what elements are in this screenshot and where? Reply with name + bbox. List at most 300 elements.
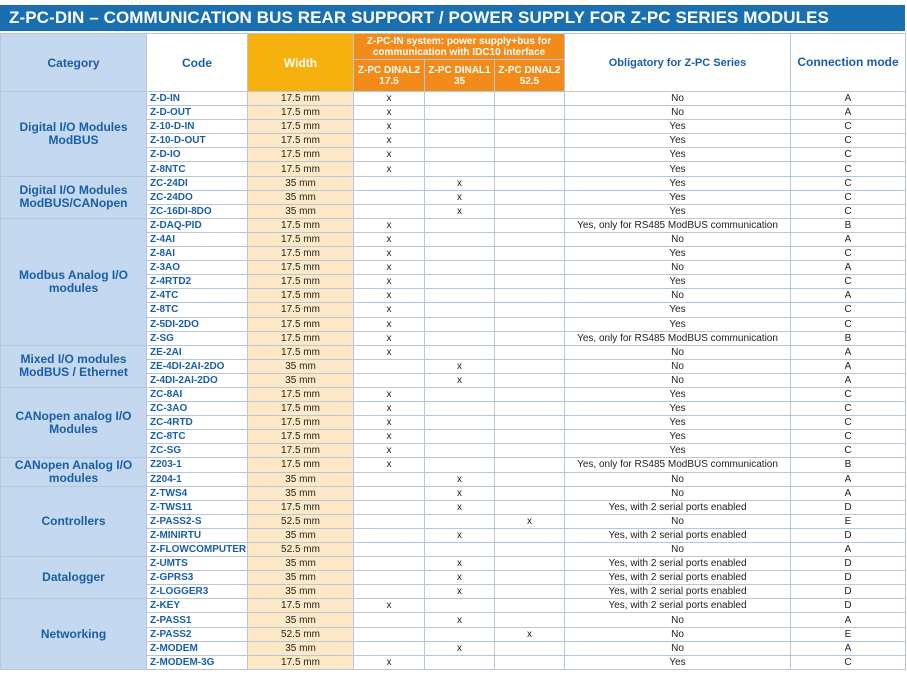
connection-cell: C — [791, 655, 906, 669]
obligatory-cell: No — [565, 359, 791, 373]
mark-cell: x — [354, 261, 425, 275]
width-cell: 17.5 mm — [248, 261, 354, 275]
connection-cell: D — [791, 585, 906, 599]
width-cell: 17.5 mm — [248, 134, 354, 148]
mark-cell — [495, 557, 565, 571]
code-cell: ZC-24DI — [147, 176, 248, 190]
obligatory-cell: Yes, with 2 serial ports enabled — [565, 599, 791, 613]
obligatory-cell: No — [565, 261, 791, 275]
mark-cell: x — [354, 162, 425, 176]
mark-cell — [354, 486, 425, 500]
code-cell: Z-PASS2 — [147, 627, 248, 641]
mark-cell: x — [425, 585, 495, 599]
mark-cell: x — [354, 106, 425, 120]
obligatory-cell: Yes — [565, 176, 791, 190]
connection-cell: B — [791, 458, 906, 472]
table-body — [1, 92, 906, 670]
mark-cell — [354, 373, 425, 387]
code-cell: Z-D-IN — [147, 92, 248, 106]
connection-cell: C — [791, 190, 906, 204]
width-cell: 17.5 mm — [248, 331, 354, 345]
width-cell: 35 mm — [248, 373, 354, 387]
code-cell: ZC-8AI — [147, 387, 248, 401]
code-cell: Z-TWS4 — [147, 486, 248, 500]
mark-cell: x — [354, 148, 425, 162]
obligatory-cell: Yes, only for RS485 ModBUS communication — [565, 458, 791, 472]
mark-cell — [495, 92, 565, 106]
obligatory-cell: Yes — [565, 162, 791, 176]
mark-cell — [354, 627, 425, 641]
mark-cell: x — [354, 402, 425, 416]
width-cell: 17.5 mm — [248, 275, 354, 289]
connection-cell: A — [791, 345, 906, 359]
mark-cell — [495, 261, 565, 275]
code-cell: Z-10-D-IN — [147, 120, 248, 134]
width-cell: 17.5 mm — [248, 92, 354, 106]
obligatory-cell: No — [565, 106, 791, 120]
connection-cell: C — [791, 247, 906, 261]
width-cell: 17.5 mm — [248, 599, 354, 613]
mark-cell — [495, 148, 565, 162]
mark-cell — [495, 444, 565, 458]
mark-cell: x — [425, 176, 495, 190]
mark-cell — [425, 106, 495, 120]
code-cell: ZC-SG — [147, 444, 248, 458]
table-row — [1, 218, 906, 232]
mark-cell — [495, 486, 565, 500]
width-cell: 35 mm — [248, 472, 354, 486]
connection-cell: C — [791, 303, 906, 317]
mark-cell: x — [354, 303, 425, 317]
mark-cell — [425, 232, 495, 246]
width-cell: 17.5 mm — [248, 289, 354, 303]
width-cell: 17.5 mm — [248, 655, 354, 669]
mark-cell — [354, 543, 425, 557]
mark-cell: x — [425, 500, 495, 514]
category-cell: Networking — [1, 599, 147, 669]
category-cell: Digital I/O Modules ModBUS — [1, 92, 147, 177]
width-cell: 35 mm — [248, 190, 354, 204]
mark-cell — [425, 148, 495, 162]
header-category: Category — [1, 34, 147, 92]
mark-cell — [425, 275, 495, 289]
connection-cell: C — [791, 275, 906, 289]
mark-cell — [425, 599, 495, 613]
width-cell: 17.5 mm — [248, 120, 354, 134]
width-cell: 35 mm — [248, 557, 354, 571]
connection-cell: B — [791, 331, 906, 345]
mark-cell — [425, 289, 495, 303]
mark-cell — [425, 303, 495, 317]
obligatory-cell: No — [565, 232, 791, 246]
mark-cell: x — [425, 359, 495, 373]
category-cell: CANopen analog I/O Modules — [1, 387, 147, 457]
width-cell: 17.5 mm — [248, 303, 354, 317]
mark-cell — [495, 232, 565, 246]
mark-cell — [495, 317, 565, 331]
obligatory-cell: Yes, only for RS485 ModBUS communication — [565, 331, 791, 345]
connection-cell: A — [791, 359, 906, 373]
mark-cell — [495, 402, 565, 416]
mark-cell — [495, 655, 565, 669]
compatibility-table — [0, 33, 906, 670]
mark-cell — [495, 106, 565, 120]
obligatory-cell: No — [565, 641, 791, 655]
mark-cell — [425, 247, 495, 261]
mark-cell — [425, 261, 495, 275]
mark-cell — [425, 416, 495, 430]
mark-cell — [495, 599, 565, 613]
mark-cell — [425, 430, 495, 444]
obligatory-cell: Yes — [565, 430, 791, 444]
mark-cell: x — [354, 120, 425, 134]
code-cell: Z-D-IO — [147, 148, 248, 162]
obligatory-cell: No — [565, 514, 791, 528]
mark-cell — [354, 613, 425, 627]
width-cell: 35 mm — [248, 176, 354, 190]
mark-cell — [425, 655, 495, 669]
mark-cell — [495, 613, 565, 627]
connection-cell: C — [791, 416, 906, 430]
mark-cell — [425, 331, 495, 345]
mark-cell — [495, 120, 565, 134]
connection-cell: E — [791, 514, 906, 528]
mark-cell — [495, 430, 565, 444]
width-cell: 35 mm — [248, 571, 354, 585]
mark-cell: x — [354, 387, 425, 401]
code-cell: Z-8NTC — [147, 162, 248, 176]
connection-cell: A — [791, 641, 906, 655]
mark-cell: x — [354, 218, 425, 232]
code-cell: Z-PASS1 — [147, 613, 248, 627]
width-cell: 17.5 mm — [248, 162, 354, 176]
connection-cell: D — [791, 557, 906, 571]
code-cell: Z-8AI — [147, 247, 248, 261]
mark-cell — [495, 190, 565, 204]
obligatory-cell: No — [565, 613, 791, 627]
connection-cell: A — [791, 106, 906, 120]
width-cell: 17.5 mm — [248, 317, 354, 331]
connection-cell: C — [791, 430, 906, 444]
width-cell: 17.5 mm — [248, 232, 354, 246]
width-cell: 17.5 mm — [248, 416, 354, 430]
mark-cell: x — [354, 247, 425, 261]
width-cell: 17.5 mm — [248, 247, 354, 261]
obligatory-cell: Yes — [565, 148, 791, 162]
obligatory-cell: Yes — [565, 444, 791, 458]
mark-cell: x — [354, 331, 425, 345]
mark-cell — [354, 204, 425, 218]
code-cell: Z-4RTD2 — [147, 275, 248, 289]
header-dinal2-52-5: Z-PC DINAL2 52.5 — [495, 60, 565, 92]
mark-cell — [495, 641, 565, 655]
connection-cell: C — [791, 387, 906, 401]
mark-cell: x — [425, 373, 495, 387]
table-row — [1, 92, 906, 106]
mark-cell — [354, 557, 425, 571]
category-cell: Controllers — [1, 486, 147, 556]
obligatory-cell: No — [565, 345, 791, 359]
code-cell: Z-SG — [147, 331, 248, 345]
mark-cell: x — [354, 289, 425, 303]
mark-cell — [354, 359, 425, 373]
mark-cell — [495, 543, 565, 557]
width-cell: 35 mm — [248, 641, 354, 655]
mark-cell — [495, 331, 565, 345]
mark-cell: x — [425, 571, 495, 585]
code-cell: Z-D-OUT — [147, 106, 248, 120]
obligatory-cell: Yes — [565, 120, 791, 134]
header-dinal2-17-5: Z-PC DINAL2 17.5 — [354, 60, 425, 92]
connection-cell: A — [791, 486, 906, 500]
header-code: Code — [147, 34, 248, 92]
mark-cell — [495, 500, 565, 514]
mark-cell: x — [354, 655, 425, 669]
mark-cell — [354, 472, 425, 486]
mark-cell — [425, 627, 495, 641]
obligatory-cell: No — [565, 289, 791, 303]
mark-cell — [495, 458, 565, 472]
header-width: Width — [248, 34, 354, 92]
code-cell: Z-MODEM — [147, 641, 248, 655]
connection-cell: C — [791, 120, 906, 134]
obligatory-cell: Yes — [565, 387, 791, 401]
mark-cell: x — [495, 514, 565, 528]
mark-cell — [425, 543, 495, 557]
obligatory-cell: Yes — [565, 275, 791, 289]
mark-cell — [354, 500, 425, 514]
code-cell: Z-FLOWCOMPUTER — [147, 543, 248, 557]
obligatory-cell: Yes — [565, 402, 791, 416]
width-cell: 17.5 mm — [248, 218, 354, 232]
mark-cell — [495, 275, 565, 289]
code-cell: Z-DAQ-PID — [147, 218, 248, 232]
code-cell: ZE-4DI-2AI-2DO — [147, 359, 248, 373]
mark-cell: x — [425, 528, 495, 542]
code-cell: Z-8TC — [147, 303, 248, 317]
table-row — [1, 387, 906, 401]
obligatory-cell: No — [565, 92, 791, 106]
mark-cell: x — [354, 232, 425, 246]
mark-cell — [425, 120, 495, 134]
mark-cell: x — [354, 345, 425, 359]
code-cell: ZC-3AO — [147, 402, 248, 416]
mark-cell — [354, 176, 425, 190]
code-cell: Z-KEY — [147, 599, 248, 613]
connection-cell: E — [791, 627, 906, 641]
mark-cell — [425, 218, 495, 232]
obligatory-cell: Yes — [565, 190, 791, 204]
code-cell: Z-GPRS3 — [147, 571, 248, 585]
mark-cell: x — [425, 472, 495, 486]
code-cell: Z-4TC — [147, 289, 248, 303]
table-row — [1, 176, 906, 190]
width-cell: 35 mm — [248, 585, 354, 599]
mark-cell: x — [425, 204, 495, 218]
width-cell: 35 mm — [248, 613, 354, 627]
table-row — [1, 345, 906, 359]
mark-cell: x — [354, 416, 425, 430]
mark-cell: x — [354, 134, 425, 148]
mark-cell — [495, 416, 565, 430]
mark-cell — [354, 571, 425, 585]
obligatory-cell: Yes — [565, 317, 791, 331]
mark-cell: x — [354, 430, 425, 444]
mark-cell — [425, 317, 495, 331]
category-cell: Digital I/O Modules ModBUS/CANopen — [1, 176, 147, 218]
mark-cell — [495, 528, 565, 542]
connection-cell: B — [791, 218, 906, 232]
connection-cell: A — [791, 289, 906, 303]
mark-cell — [495, 247, 565, 261]
mark-cell: x — [495, 627, 565, 641]
header-connection-mode: Connection mode — [791, 34, 906, 92]
mark-cell: x — [354, 275, 425, 289]
category-cell: CANopen Analog I/O modules — [1, 458, 147, 486]
connection-cell: A — [791, 232, 906, 246]
obligatory-cell: Yes, only for RS485 ModBUS communication — [565, 218, 791, 232]
table-row — [1, 557, 906, 571]
width-cell: 17.5 mm — [248, 387, 354, 401]
code-cell: Z204-1 — [147, 472, 248, 486]
mark-cell — [495, 303, 565, 317]
width-cell: 17.5 mm — [248, 500, 354, 514]
connection-cell: C — [791, 148, 906, 162]
mark-cell — [425, 444, 495, 458]
header-obligatory: Obligatory for Z-PC Series — [565, 34, 791, 92]
obligatory-cell: Yes, with 2 serial ports enabled — [565, 557, 791, 571]
code-cell: Z-5DI-2DO — [147, 317, 248, 331]
width-cell: 52.5 mm — [248, 514, 354, 528]
connection-cell: C — [791, 162, 906, 176]
connection-cell: A — [791, 543, 906, 557]
code-cell: Z-LOGGER3 — [147, 585, 248, 599]
mark-cell — [495, 571, 565, 585]
mark-cell — [425, 387, 495, 401]
width-cell: 17.5 mm — [248, 148, 354, 162]
mark-cell — [425, 162, 495, 176]
connection-cell: A — [791, 373, 906, 387]
code-cell: Z-4DI-2AI-2DO — [147, 373, 248, 387]
header-dinal1-35: Z-PC DINAL1 35 — [425, 60, 495, 92]
mark-cell — [495, 176, 565, 190]
obligatory-cell: No — [565, 373, 791, 387]
mark-cell — [354, 514, 425, 528]
width-cell: 35 mm — [248, 528, 354, 542]
width-cell: 17.5 mm — [248, 444, 354, 458]
mark-cell — [495, 134, 565, 148]
width-cell: 35 mm — [248, 486, 354, 500]
width-cell: 52.5 mm — [248, 543, 354, 557]
mark-cell — [354, 190, 425, 204]
mark-cell — [425, 134, 495, 148]
header-zpc-system: Z-PC-IN system: power supply+bus for communication with IDC10 interface — [354, 34, 565, 60]
obligatory-cell: No — [565, 472, 791, 486]
mark-cell — [425, 402, 495, 416]
mark-cell — [425, 458, 495, 472]
mark-cell — [495, 387, 565, 401]
code-cell: ZC-4RTD — [147, 416, 248, 430]
mark-cell — [495, 289, 565, 303]
obligatory-cell: Yes — [565, 655, 791, 669]
category-cell: Modbus Analog I/O modules — [1, 218, 147, 345]
width-cell: 17.5 mm — [248, 402, 354, 416]
obligatory-cell: Yes — [565, 247, 791, 261]
mark-cell — [354, 641, 425, 655]
table-row — [1, 458, 906, 472]
width-cell: 17.5 mm — [248, 106, 354, 120]
code-cell: ZC-24DO — [147, 190, 248, 204]
connection-cell: D — [791, 571, 906, 585]
mark-cell — [425, 345, 495, 359]
connection-cell: D — [791, 599, 906, 613]
connection-cell: C — [791, 317, 906, 331]
code-cell: ZC-8TC — [147, 430, 248, 444]
mark-cell — [495, 472, 565, 486]
code-cell: Z-MINIRTU — [147, 528, 248, 542]
connection-cell: C — [791, 134, 906, 148]
mark-cell: x — [354, 458, 425, 472]
mark-cell — [495, 162, 565, 176]
mark-cell — [495, 585, 565, 599]
connection-cell: C — [791, 444, 906, 458]
code-cell: Z-4AI — [147, 232, 248, 246]
mark-cell: x — [425, 190, 495, 204]
mark-cell — [495, 204, 565, 218]
obligatory-cell: No — [565, 627, 791, 641]
width-cell: 17.5 mm — [248, 345, 354, 359]
mark-cell: x — [354, 599, 425, 613]
code-cell: Z-3AO — [147, 261, 248, 275]
obligatory-cell: No — [565, 486, 791, 500]
code-cell: Z-10-D-OUT — [147, 134, 248, 148]
page-title: Z-PC-DIN – COMMUNICATION BUS REAR SUPPORT / POWER SUPPLY FOR Z-PC SERIES MODULES — [0, 5, 905, 31]
mark-cell: x — [425, 641, 495, 655]
mark-cell — [354, 528, 425, 542]
mark-cell — [425, 514, 495, 528]
mark-cell — [495, 345, 565, 359]
obligatory-cell: Yes, with 2 serial ports enabled — [565, 585, 791, 599]
connection-cell: A — [791, 92, 906, 106]
code-cell: Z-TWS11 — [147, 500, 248, 514]
width-cell: 17.5 mm — [248, 458, 354, 472]
mark-cell: x — [425, 486, 495, 500]
obligatory-cell: Yes — [565, 134, 791, 148]
width-cell: 35 mm — [248, 204, 354, 218]
table-row — [1, 599, 906, 613]
mark-cell: x — [425, 613, 495, 627]
connection-cell: D — [791, 500, 906, 514]
width-cell: 17.5 mm — [248, 430, 354, 444]
mark-cell — [495, 359, 565, 373]
mark-cell: x — [354, 444, 425, 458]
obligatory-cell: No — [565, 543, 791, 557]
mark-cell: x — [354, 92, 425, 106]
connection-cell: C — [791, 176, 906, 190]
width-cell: 35 mm — [248, 359, 354, 373]
connection-cell: A — [791, 613, 906, 627]
code-cell: Z-UMTS — [147, 557, 248, 571]
mark-cell: x — [425, 557, 495, 571]
obligatory-cell: Yes — [565, 303, 791, 317]
code-cell: Z203-1 — [147, 458, 248, 472]
obligatory-cell: Yes — [565, 416, 791, 430]
table-row — [1, 486, 906, 500]
mark-cell — [495, 218, 565, 232]
code-cell: ZE-2AI — [147, 345, 248, 359]
connection-cell: A — [791, 261, 906, 275]
obligatory-cell: Yes, with 2 serial ports enabled — [565, 500, 791, 514]
